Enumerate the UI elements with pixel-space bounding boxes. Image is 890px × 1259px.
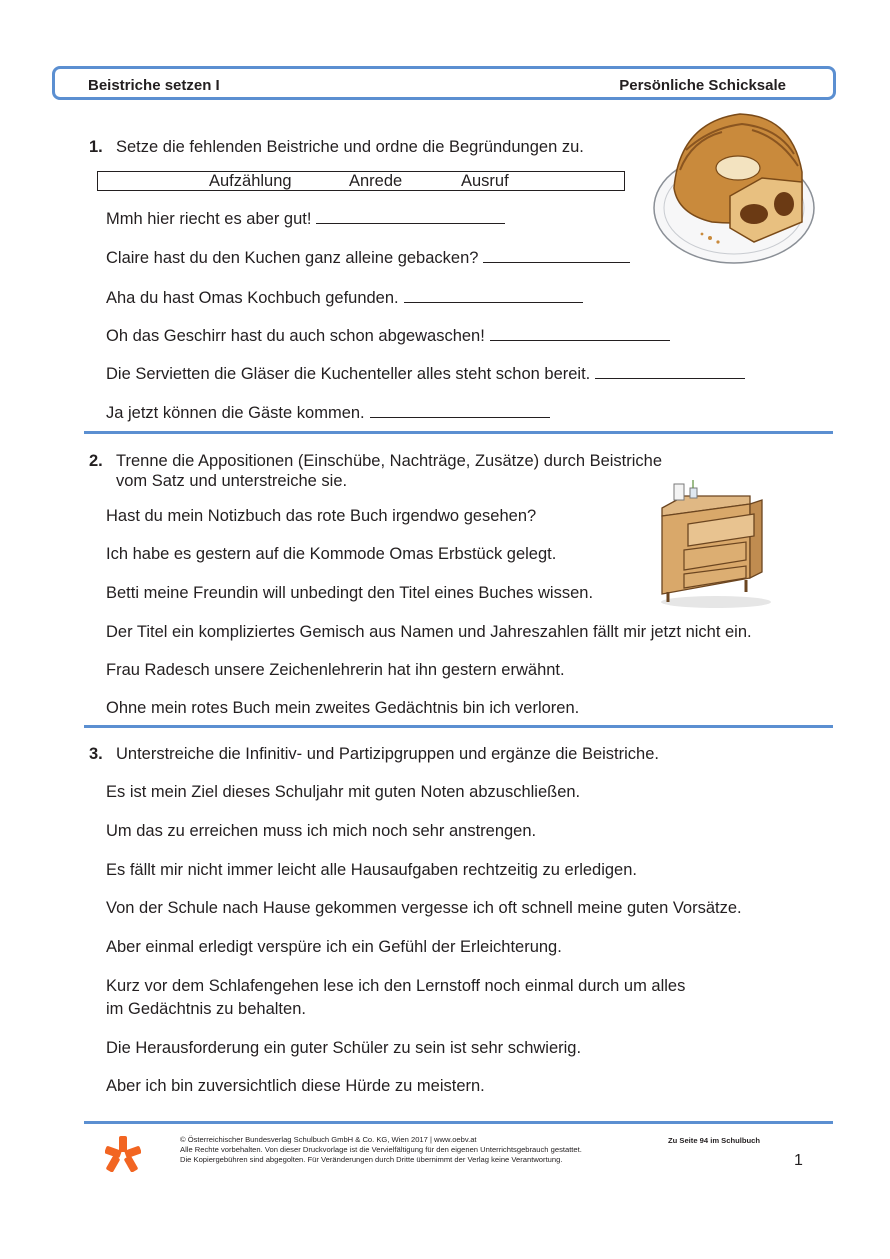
cake-illustration: [652, 110, 822, 275]
task2-instruction: vom Satz und unterstreiche sie.: [116, 472, 348, 490]
task3-sentence: Aber ich bin zuversichtlich diese Hürde zu meistern.: [106, 1077, 485, 1095]
publisher-logo-icon: [105, 1136, 141, 1172]
task2-number: 2.: [89, 452, 103, 470]
task1-sentence: Die Servietten die Gläser die Kuchenteller alles steht schon bereit.: [106, 362, 745, 384]
textbook-reference: Zu Seite 94 im Schulbuch: [668, 1136, 760, 1145]
task2-sentence: Hast du mein Notizbuch das rote Buch irgendwo gesehen?: [106, 507, 537, 525]
task3-sentence: Die Herausforderung ein guter Schüler zu sein ist sehr schwierig.: [106, 1039, 582, 1057]
task3-number: 3.: [89, 745, 103, 763]
task3-sentence: Kurz vor dem Schlafengehen lese ich den Lernstoff noch einmal durch um alles: [106, 977, 686, 995]
task2-sentence: Frau Radesch unsere Zeichenlehrerin hat ihn gestern erwähnt.: [106, 661, 565, 679]
worksheet-title: Beistriche setzen I: [88, 77, 220, 94]
option-aufzaehlung: Aufzählung: [209, 172, 292, 190]
task2-instruction: Trenne die Appositionen (Einschübe, Nachträge, Zusätze) durch Beistriche: [116, 452, 663, 470]
task3-sentence: Es fällt mir nicht immer leicht alle Hausaufgaben rechtzeitig zu erledigen.: [106, 861, 637, 879]
task1-sentence: Ja jetzt können die Gäste kommen.: [106, 401, 550, 423]
header-bar: [52, 66, 836, 100]
answer-line[interactable]: [404, 286, 583, 303]
footer-copyright: © Österreichischer Bundesverlag Schulbuch GmbH & Co. KG, Wien 2017 | www.oebv.at: [180, 1135, 477, 1144]
section-divider: [84, 725, 833, 728]
section-divider: [84, 431, 833, 434]
answer-line[interactable]: [595, 362, 745, 379]
answer-line[interactable]: [316, 207, 505, 224]
answer-line[interactable]: [483, 246, 630, 263]
answer-line[interactable]: [370, 401, 550, 418]
task1-sentence: Mmh hier riecht es aber gut!: [106, 207, 505, 229]
task3-sentence: Es ist mein Ziel dieses Schuljahr mit guten Noten abzuschließen.: [106, 783, 581, 801]
task3-sentence: Um das zu erreichen muss ich mich noch sehr anstrengen.: [106, 822, 537, 840]
task1-sentence: Claire hast du den Kuchen ganz alleine gebacken?: [106, 246, 630, 268]
dresser-illustration: [654, 480, 784, 610]
task2-sentence: Ohne mein rotes Buch mein zweites Gedächtnis bin ich verloren.: [106, 699, 580, 717]
task3-sentence-continued: im Gedächtnis zu behalten.: [106, 1000, 306, 1018]
options-box: [97, 171, 625, 191]
option-anrede: Anrede: [349, 172, 403, 190]
task2-sentence: Betti meine Freundin will unbedingt den Titel eines Buches wissen.: [106, 584, 594, 602]
task1-instruction: Setze die fehlenden Beistriche und ordne die Begründungen zu.: [116, 138, 584, 156]
task1-number: 1.: [89, 138, 103, 156]
worksheet-topic: Persönliche Schicksale: [619, 77, 786, 94]
footer-rights: Alle Rechte vorbehalten. Von dieser Druckvorlage ist die Vervielfältigung für den eigenen Unterrichtsgebrauch gestattet.: [180, 1145, 582, 1154]
page-number: 1: [794, 1152, 803, 1169]
task2-sentence: Ich habe es gestern auf die Kommode Omas Erbstück gelegt.: [106, 545, 557, 563]
option-ausruf: Ausruf: [461, 172, 509, 190]
task3-instruction: Unterstreiche die Infinitiv- und Partizipgruppen und ergänze die Beistriche.: [116, 745, 659, 763]
task1-sentence: Aha du hast Omas Kochbuch gefunden.: [106, 286, 583, 308]
footer-fees: Die Kopiergebühren sind abgegolten. Für Veränderungen durch Dritte übernimmt der Verlag keine Verantwortung.: [180, 1155, 563, 1164]
task3-sentence: Von der Schule nach Hause gekommen vergesse ich oft schnell meine guten Vorsätze.: [106, 899, 742, 917]
footer-divider: [84, 1121, 833, 1124]
task3-sentence: Aber einmal erledigt verspüre ich ein Gefühl der Erleichterung.: [106, 938, 562, 956]
task1-sentence: Oh das Geschirr hast du auch schon abgewaschen!: [106, 324, 670, 346]
answer-line[interactable]: [490, 324, 670, 341]
task2-sentence: Der Titel ein kompliziertes Gemisch aus Namen und Jahreszahlen fällt mir jetzt nicht ein.: [106, 623, 752, 641]
